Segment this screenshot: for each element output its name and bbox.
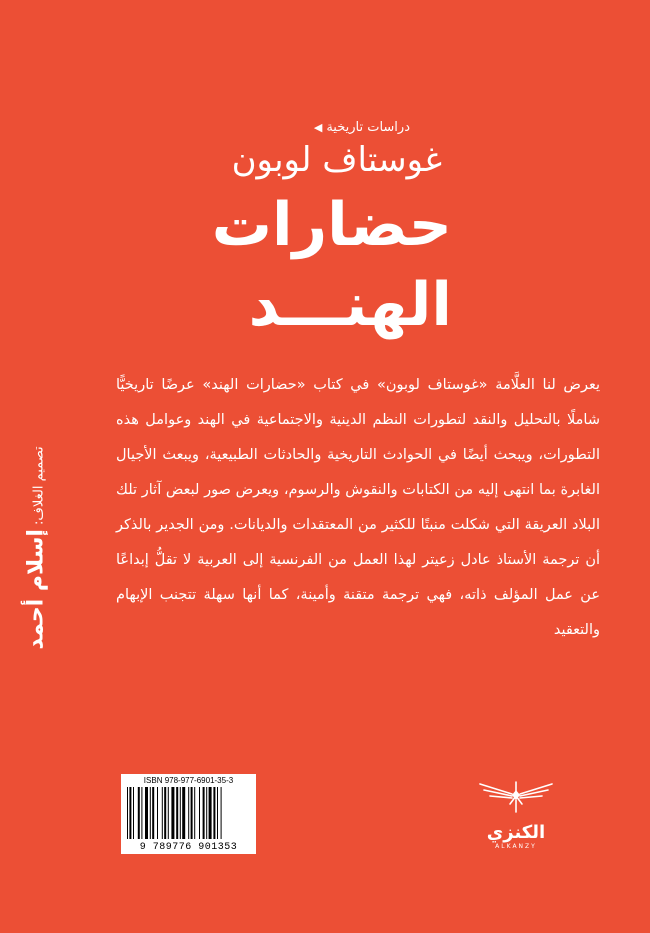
cover-design-label: تصميم الغلاف:	[31, 446, 47, 525]
series-text: دراسات تاريخية	[326, 120, 410, 135]
barcode-digits: 9 789776 901353	[139, 842, 238, 853]
book-title-line2: الهنـــد	[248, 270, 452, 340]
book-title-line1: حضارات	[211, 190, 452, 260]
author-name: غوستاف لوبون	[231, 140, 442, 180]
barcode-bars	[127, 787, 250, 839]
publisher-name: الكنزي	[486, 822, 546, 843]
winged-emblem-icon	[476, 778, 556, 816]
back-cover-blurb: يعرض لنا العلَّامة «غوستاف لوبون» في كتاب «حضارات الهند» عرضًا تاريخيًّا شاملًا بالتحليل والنقد لتطورات النظم الدينية والاجتماعية في الهند وعوامل هذه التطورات، ويبحث أيضًا في الحوادث التاريخية والحادثات الطبيعية، ويبعث الأجيال الغابرة بما انتهى إليه من الكتابات والنقوش والرسوم، ويعرض صور لبعض آثار تلك البلاد العريقة التي شكلت منبتًا للكثير من المعتقدات والديانات. ومن الجدير بالذكر أن ترجمة الأستاذ عادل زعيتر لهذا العمل من الفرنسية إلى العربية لا تقلُّ إبداعًا عن عمل المؤلف ذاته، فهي ترجمة متقنة وأمينة، كما أنها سهلة تتجنب الإبهام والتعقيد	[116, 377, 600, 638]
cover-designer-name: إسلام أحمد	[23, 529, 49, 650]
series-label	[314, 120, 410, 135]
publisher-latin-name: ALKANZY	[495, 843, 537, 850]
publisher-logo	[466, 778, 566, 850]
cover-design-credit	[24, 446, 49, 649]
isbn-text: ISBN 978-977-6901-35-3	[143, 776, 234, 785]
arrow-left-icon: ◀	[313, 121, 323, 134]
barcode	[121, 774, 256, 854]
